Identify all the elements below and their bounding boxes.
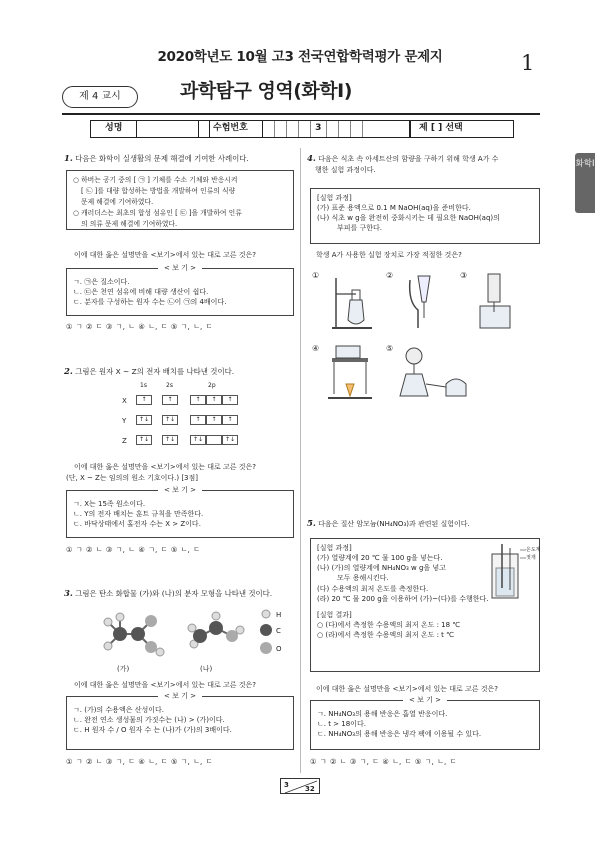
- question-4: [307, 153, 542, 175]
- box-title: [실험 과정]: [317, 194, 352, 202]
- atom-label: Y: [122, 417, 127, 425]
- current-page: 3: [284, 781, 289, 789]
- box-title: [실험 과정]: [317, 544, 352, 552]
- option-1-mark[interactable]: ①: [312, 271, 320, 280]
- question-prompt: 학생 A가 사용한 실험 장치로 가장 적절한 것은?: [316, 251, 462, 259]
- bogi-title: < 보 기 >: [158, 264, 202, 272]
- bogi-item: ㄷ. 바닥상태에서 홀전자 수는 X > Z이다.: [73, 520, 201, 529]
- question-stem-cont: 행한 실험 과정이다.: [315, 166, 376, 175]
- legend-c-swatch: [260, 624, 272, 636]
- orbital-box: ↑↓: [136, 435, 152, 445]
- orbital-label: 2s: [166, 382, 173, 389]
- question-number: 1.: [64, 154, 73, 164]
- q5-bogi-box: [310, 696, 540, 750]
- legend-label: H: [276, 611, 282, 619]
- question-prompt: 이에 대한 옳은 설명만을 <보기>에서 있는 대로 고른 것은?: [74, 681, 257, 689]
- answer-choices[interactable]: ① ㄱ ② ㄷ ③ ㄱ, ㄴ ④ ㄴ, ㄷ ⑤ ㄱ, ㄴ, ㄷ: [66, 322, 213, 331]
- exam-number-label: 수험번호: [199, 121, 263, 137]
- molecule-label: (가): [117, 665, 130, 673]
- bogi-item: ㄴ. Y의 전자 배치는 훈트 규칙을 만족한다.: [73, 510, 204, 519]
- digit-cell: [263, 121, 275, 137]
- question-note: (단, X ~ Z는 임의의 원소 기호이다.) [3점]: [66, 474, 199, 482]
- diagram-label-stirrer: 젓개: [526, 555, 536, 561]
- legend-o-swatch: [260, 642, 272, 654]
- procedure-step: (다) 수용액의 최저 온도를 측정한다.: [317, 584, 429, 593]
- total-pages: 32: [305, 785, 315, 793]
- question-prompt: 이에 대한 옳은 설명만을 <보기>에서 있는 대로 고른 것은?: [74, 463, 257, 471]
- context-line: [ ㉡ ]를 대량 합성하는 방법을 개발하여 인류의 식량: [81, 186, 236, 195]
- question-number: 4.: [307, 154, 316, 164]
- exam-number-field: [198, 120, 410, 138]
- bogi-item: ㄷ. NH₄NO₃의 용해 반응은 냉각 팩에 이용될 수 있다.: [317, 730, 482, 739]
- name-label: 성명: [91, 121, 137, 137]
- option-3-mark[interactable]: ③: [460, 271, 468, 280]
- orbital-box: ↑↓: [162, 415, 178, 425]
- context-line: 의 의류 문제 해결에 기여하였다.: [81, 219, 178, 228]
- question-stem: 그림은 탄소 화합물 (가)와 (나)의 분자 모형을 나타낸 것이다.: [75, 589, 273, 598]
- procedure-step: (나) 식초 w g을 완전히 중화시키는 데 필요한 NaOH(aq)의: [317, 214, 500, 223]
- header-rule: [62, 113, 540, 115]
- question-stem: 그림은 원자 X ~ Z의 전자 배치를 나타낸 것이다.: [75, 367, 235, 376]
- bogi-item: ㄴ. ㉢은 천연 섬유에 비해 대량 생산이 쉽다.: [73, 288, 209, 297]
- legend-label: O: [276, 645, 282, 653]
- bogi-item: ㄴ. 완전 연소 생성물의 가짓수는 (나) > (가)이다.: [73, 716, 225, 725]
- question-number: 2.: [64, 367, 73, 377]
- question-5: [307, 518, 542, 530]
- context-line: ○ 하버는 공기 중의 [ ㉠ ] 기체를 수소 기체와 반응시켜: [73, 176, 238, 184]
- orbital-box: ↑↓: [190, 435, 206, 445]
- option-5-apparatus[interactable]: [396, 344, 476, 402]
- atom-label: X: [122, 397, 127, 405]
- procedure-step: (라) 20 ℃ 물 200 g을 이용하여 (가)~(다)를 수행한다.: [317, 594, 489, 603]
- bogi-item: ㄱ. ㉠은 질소이다.: [73, 278, 130, 286]
- orbital-box: ↑: [190, 395, 206, 405]
- bogi-item: ㄱ. X는 15족 원소이다.: [73, 500, 146, 508]
- name-field: [90, 120, 210, 138]
- question-stem: 다음은 식초 속 아세트산의 함량을 구하기 위해 학생 A가 수: [318, 155, 499, 163]
- option-3-apparatus[interactable]: [470, 272, 524, 332]
- subject-side-tab: 화학Ⅰ: [575, 153, 595, 213]
- question-prompt: 이에 대한 옳은 설명만을 <보기>에서 있는 대로 고른 것은?: [74, 251, 257, 259]
- digit-cell: [299, 121, 311, 137]
- answer-choices[interactable]: ① ㄱ ② ㄴ ③ ㄱ, ㄷ ④ ㄴ, ㄷ ⑤ ㄱ, ㄴ, ㄷ: [310, 757, 457, 766]
- result-line: ○ (라)에서 측정한 수용액의 최저 온도 : t ℃: [317, 631, 455, 640]
- digit-cell: 3: [311, 121, 327, 137]
- exam-title: 2020학년도 10월 고3 전국연합학력평가 문제지: [157, 49, 443, 65]
- option-2-apparatus[interactable]: [396, 272, 446, 332]
- question-stem: 다음은 질산 암모늄(NH₄NO₃)과 관련된 실험이다.: [318, 520, 470, 528]
- orbital-label: 1s: [140, 382, 147, 389]
- q3-bogi-box: [66, 692, 294, 750]
- orbital-box: ↑: [206, 415, 222, 425]
- question-2: [64, 366, 294, 378]
- legend-label: C: [276, 627, 281, 635]
- digit-cell: [339, 121, 351, 137]
- digit-cell: [287, 121, 299, 137]
- q2-bogi-box: [66, 486, 294, 538]
- orbital-box: ↑: [206, 395, 222, 405]
- q4-procedure-box: [310, 188, 540, 244]
- orbital-box: ↑↓: [222, 435, 238, 445]
- question-number: 5.: [307, 519, 316, 529]
- answer-choices[interactable]: ① ㄱ ② ㄴ ③ ㄱ, ㄴ ④ ㄱ, ㄷ ⑤ ㄴ, ㄷ: [66, 545, 201, 554]
- molecule-label: (나): [200, 665, 213, 673]
- digit-cell: [351, 121, 363, 137]
- orbital-box: ↑: [136, 395, 152, 405]
- orbital-label: 2p: [208, 382, 216, 389]
- electron-config-diagram: [108, 382, 308, 450]
- orbital-box: ↑: [190, 415, 206, 425]
- option-2-mark[interactable]: ②: [386, 271, 394, 280]
- bogi-item: ㄷ. 분자를 구성하는 원자 수는 ㉡이 ㉠의 4배이다.: [73, 298, 227, 307]
- procedure-step: (나) (가)의 열량계에 NH₄NO₃ w g을 넣고: [317, 564, 446, 573]
- selection-field: [410, 120, 514, 138]
- bogi-item: ㄱ. NH₄NO₃의 용해 반응은 흡열 반응이다.: [317, 710, 448, 718]
- page-number: 1: [521, 51, 535, 75]
- option-5-mark[interactable]: ⑤: [386, 344, 394, 353]
- option-1-apparatus[interactable]: [322, 272, 378, 330]
- molecule-b: [188, 612, 244, 648]
- orbital-box: ↑: [222, 415, 238, 425]
- question-prompt: 이에 대한 옳은 설명만을 <보기>에서 있는 대로 고른 것은?: [316, 685, 499, 693]
- result-line: ○ (다)에서 측정한 수용액의 최저 온도 : 18 ℃: [317, 620, 461, 629]
- bogi-item: ㄴ. t > 18이다.: [317, 720, 366, 729]
- molecule-a: [104, 613, 164, 656]
- subject-title: 과학탐구 영역(화학Ⅰ): [180, 80, 352, 102]
- orbital-box: ↑↓: [136, 415, 152, 425]
- procedure-step: 모두 용해시킨다.: [337, 574, 389, 583]
- option-4-mark[interactable]: ④: [312, 344, 320, 353]
- results-title: [실험 결과]: [317, 610, 352, 619]
- context-line: 문제 해결에 기여하였다.: [81, 197, 154, 206]
- digit-cell: [327, 121, 339, 137]
- page-counter: [280, 778, 320, 794]
- question-number: 3.: [64, 589, 73, 599]
- bogi-item: ㄱ. (가)의 수용액은 산성이다.: [73, 706, 164, 714]
- context-line: ○ 캐러더스는 최초의 합성 섬유인 [ ㉢ ]을 개발하여 인류: [73, 208, 242, 217]
- q1-context-box: [66, 170, 294, 230]
- question-3: [64, 588, 294, 600]
- orbital-box: [206, 435, 222, 445]
- question-stem: 다음은 화학이 실생활의 문제 해결에 기여한 사례이다.: [75, 154, 249, 163]
- selection-label: 제 [ ] 선택: [419, 123, 463, 134]
- molecule-models: [90, 604, 290, 660]
- period-badge: 제 4 교시: [62, 86, 138, 108]
- procedure-step: 부피를 구한다.: [337, 224, 383, 233]
- bogi-title: < 보 기 >: [158, 486, 202, 494]
- orbital-box: ↑: [222, 395, 238, 405]
- bogi-title: < 보 기 >: [158, 692, 202, 700]
- option-4-apparatus[interactable]: [322, 344, 378, 402]
- atom-label: Z: [122, 437, 127, 445]
- bogi-item: ㄷ. H 원자 수 / O 원자 수 는 (나)가 (가)의 3배이다.: [73, 726, 232, 735]
- bogi-title: < 보 기 >: [403, 696, 447, 704]
- procedure-step: (가) 열량계에 20 ℃ 물 100 g을 넣는다.: [317, 554, 443, 563]
- q1-bogi-box: [66, 264, 294, 316]
- diagram-label-thermometer: 온도계: [526, 547, 541, 553]
- diagram-label: [526, 546, 541, 562]
- column-divider: [300, 148, 301, 773]
- answer-choices[interactable]: ① ㄱ ② ㄴ ③ ㄱ, ㄷ ④ ㄴ, ㄷ ⑤ ㄱ, ㄴ, ㄷ: [66, 757, 213, 766]
- procedure-step: (가) 표준 용액으로 0.1 M NaOH(aq)을 준비한다.: [317, 204, 471, 213]
- digit-cell: [275, 121, 287, 137]
- legend-h-swatch: [262, 610, 270, 618]
- question-1: [64, 153, 294, 165]
- orbital-box: ↑↓: [162, 435, 178, 445]
- orbital-box: ↑: [162, 395, 178, 405]
